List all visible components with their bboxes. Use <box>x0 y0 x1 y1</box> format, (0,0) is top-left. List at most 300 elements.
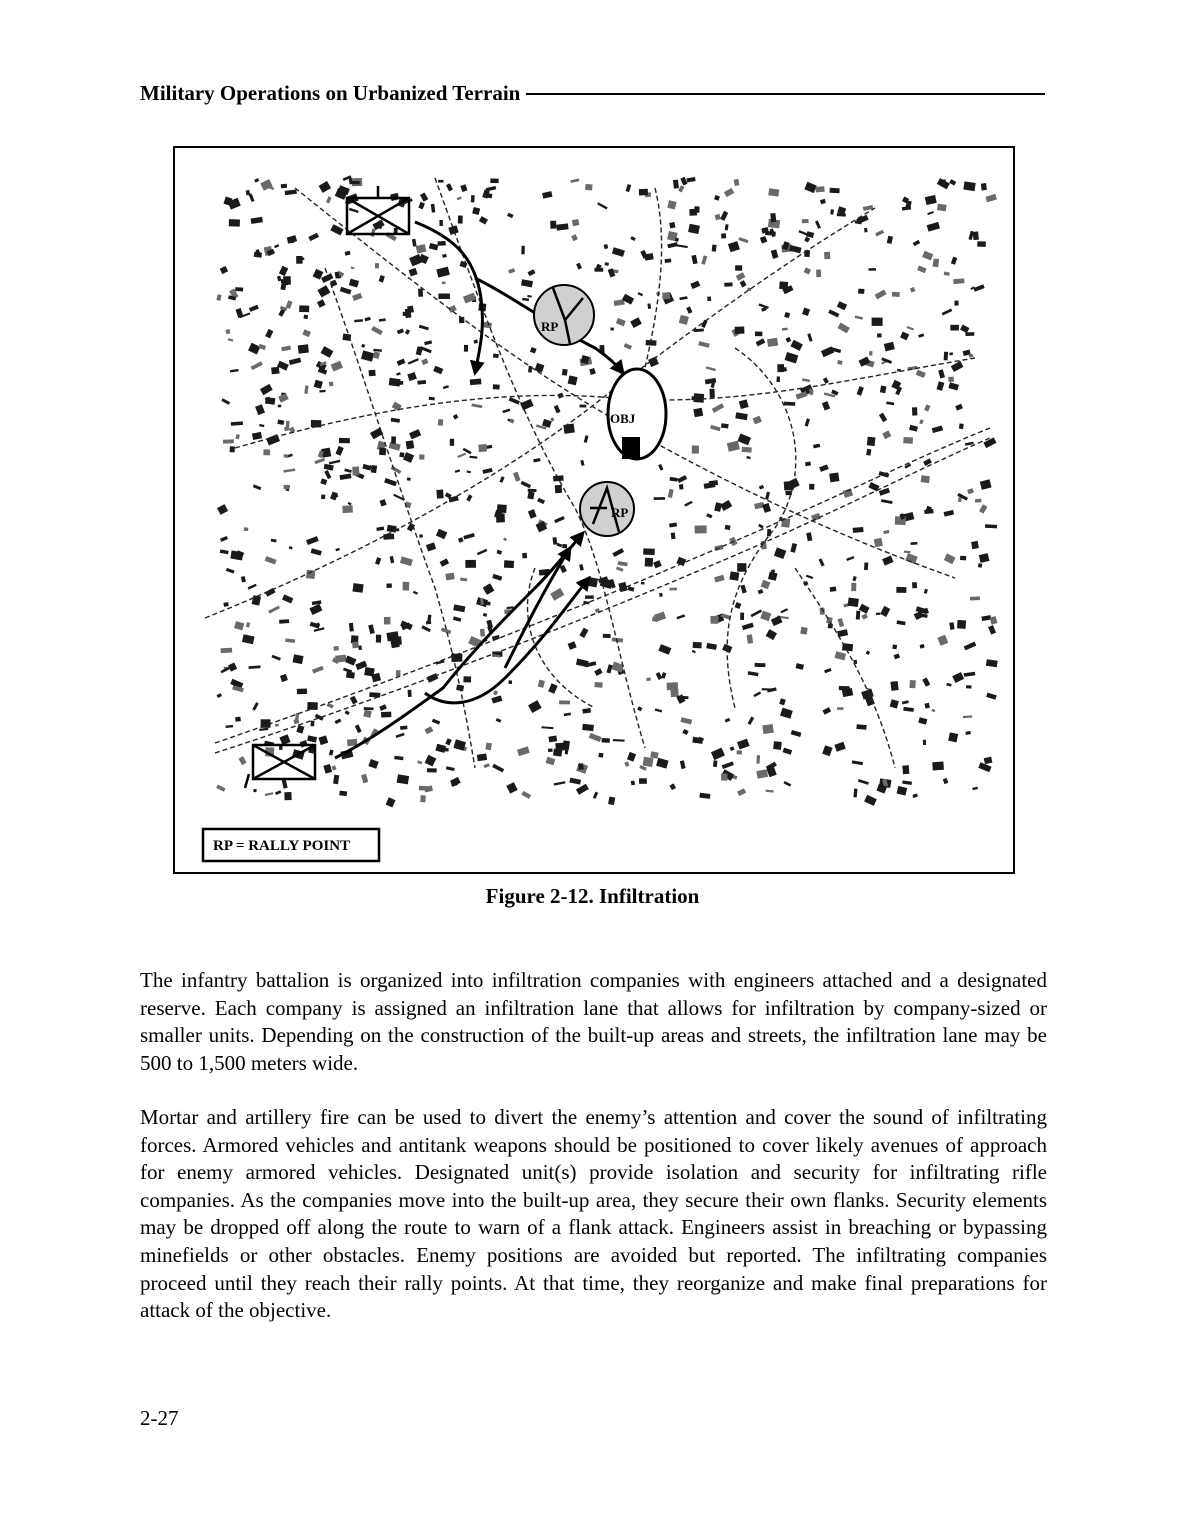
building-block <box>924 589 928 594</box>
building-block <box>326 196 332 203</box>
building-block <box>783 748 793 755</box>
building-block <box>630 317 642 328</box>
building-block <box>658 464 663 471</box>
building-block <box>361 350 374 361</box>
building-block <box>467 470 471 473</box>
building-block <box>335 719 342 725</box>
building-block <box>286 300 293 309</box>
building-block <box>446 183 453 191</box>
building-block <box>275 724 279 727</box>
building-block <box>533 458 540 462</box>
building-block <box>278 405 281 408</box>
body-paragraph-2: Mortar and artillery fire can be used to divert the enemy’s attention and cover the sound of infiltrating forces. Armored vehicles and antitank weapons should be positioned to cover likely avenues of approach for enemy armored vehicles. Designated unit(s) provide isolation and security for infiltrating rifle companies. As the companies move into the built-up area, they secure their own flanks. Security elements may be dropped off along the route to warn of a flank attack. Engineers assist in breaching or bypassing minefields or other obstacles. Enemy positions are avoided but reported. The infiltrating companies proceed until they reach their rally points. At that time, they reorganize and make final preparations for attack of the objective. <box>140 1105 1047 1323</box>
building-block <box>298 344 309 353</box>
building-block <box>453 604 465 612</box>
building-block <box>739 399 749 409</box>
building-block <box>521 279 533 287</box>
building-block <box>371 229 376 237</box>
building-block <box>450 439 454 446</box>
building-block <box>556 543 562 548</box>
building-block <box>710 389 715 398</box>
building-block <box>654 497 665 500</box>
building-block <box>228 338 234 341</box>
building-block <box>457 453 466 458</box>
building-block <box>804 182 816 193</box>
building-block <box>507 213 513 218</box>
building-block <box>647 303 651 309</box>
building-block <box>774 547 786 559</box>
building-block <box>582 724 594 731</box>
building-block <box>959 423 964 429</box>
building-block <box>562 369 568 376</box>
building-block <box>830 188 840 193</box>
building-block <box>251 361 263 370</box>
building-block <box>882 555 893 565</box>
objective-area <box>608 369 666 459</box>
building-block <box>613 739 625 742</box>
building-block <box>379 704 387 711</box>
building-block <box>711 748 725 760</box>
building-block <box>391 436 396 443</box>
building-block <box>737 739 750 750</box>
building-block <box>864 228 868 233</box>
building-block <box>429 397 435 401</box>
building-block <box>522 298 529 301</box>
building-block <box>309 604 322 615</box>
building-block <box>432 719 440 725</box>
building-block <box>944 510 954 517</box>
building-block <box>340 474 352 480</box>
building-block <box>397 359 406 366</box>
building-block <box>913 240 921 246</box>
building-block <box>279 619 289 623</box>
building-block <box>342 505 353 513</box>
building-block <box>226 568 235 574</box>
building-block <box>373 351 380 359</box>
building-block <box>554 781 566 785</box>
building-block <box>846 556 854 561</box>
building-block <box>877 333 881 337</box>
building-block <box>274 244 279 248</box>
building-block <box>249 193 255 202</box>
building-block <box>440 748 449 752</box>
building-block <box>737 788 746 796</box>
building-block <box>643 757 654 767</box>
building-block <box>881 499 893 504</box>
building-block <box>712 245 717 252</box>
building-block <box>677 696 688 699</box>
building-block <box>271 367 279 374</box>
building-block <box>492 764 504 773</box>
building-block <box>807 333 812 342</box>
building-block <box>735 602 742 609</box>
building-block <box>725 224 729 230</box>
building-block <box>418 202 425 210</box>
building-block <box>667 242 678 248</box>
building-block <box>737 750 742 754</box>
building-block <box>761 580 771 589</box>
building-block <box>420 795 426 802</box>
building-block <box>848 598 859 608</box>
building-block <box>610 328 613 331</box>
building-block <box>802 378 810 382</box>
building-block <box>400 556 413 566</box>
building-block <box>265 792 274 796</box>
building-block <box>579 564 584 571</box>
building-block <box>433 366 443 375</box>
building-block <box>253 484 262 490</box>
building-block <box>755 663 766 667</box>
building-block <box>528 269 536 276</box>
building-block <box>333 646 339 651</box>
building-block <box>484 763 490 768</box>
building-block <box>949 352 953 355</box>
building-block <box>970 596 980 600</box>
building-block <box>735 326 745 334</box>
building-block <box>714 502 722 512</box>
building-block <box>537 498 545 504</box>
building-block <box>948 732 958 742</box>
building-block <box>383 534 394 540</box>
legend-box <box>203 829 379 861</box>
building-block <box>738 237 748 243</box>
building-block <box>571 234 578 241</box>
building-block <box>327 703 334 709</box>
building-block <box>458 216 463 224</box>
building-block <box>556 223 568 230</box>
building-block <box>641 582 645 585</box>
building-block <box>265 556 277 564</box>
building-block <box>369 370 376 377</box>
building-block <box>834 742 845 752</box>
building-block <box>312 600 322 605</box>
building-block <box>924 703 930 709</box>
building-block <box>580 460 584 466</box>
building-block <box>521 791 531 799</box>
building-block <box>349 623 354 632</box>
building-block <box>217 504 228 515</box>
building-block <box>912 582 917 588</box>
building-block <box>981 183 987 190</box>
building-block <box>668 489 674 498</box>
building-block <box>349 279 359 288</box>
building-block <box>542 191 552 198</box>
building-block <box>706 643 717 650</box>
building-block <box>303 315 308 319</box>
building-block <box>753 691 761 697</box>
rp-north-label: RP <box>541 319 559 334</box>
building-block <box>302 329 311 337</box>
building-block <box>408 690 412 697</box>
building-block <box>819 558 825 566</box>
building-block <box>830 587 837 592</box>
building-block <box>344 469 352 473</box>
building-block <box>438 180 444 183</box>
building-block <box>957 620 966 629</box>
building-block <box>777 376 781 382</box>
building-block <box>389 378 401 387</box>
building-block <box>376 527 384 532</box>
building-block <box>952 672 964 683</box>
building-block <box>977 241 986 247</box>
building-block <box>669 222 675 228</box>
building-block <box>426 542 436 551</box>
building-block <box>897 786 908 796</box>
building-block <box>528 700 542 713</box>
building-block <box>554 405 561 413</box>
building-block <box>892 644 897 649</box>
building-block <box>626 184 632 192</box>
building-block <box>419 454 424 459</box>
building-block <box>886 401 894 405</box>
building-block <box>872 318 883 326</box>
building-block <box>569 778 581 785</box>
building-block <box>568 375 578 385</box>
building-block <box>734 179 740 186</box>
building-block <box>902 700 909 704</box>
building-block <box>445 573 454 581</box>
building-block <box>728 241 740 252</box>
building-block <box>406 440 415 449</box>
building-block <box>368 759 378 769</box>
building-block <box>460 184 467 192</box>
building-block <box>906 326 914 330</box>
building-block <box>680 760 686 769</box>
building-block <box>296 256 302 264</box>
building-block <box>938 369 945 378</box>
building-block <box>760 236 767 244</box>
building-block <box>650 751 658 758</box>
building-block <box>909 425 918 432</box>
building-block <box>746 456 750 459</box>
building-block <box>789 245 802 253</box>
building-block <box>554 516 565 523</box>
building-block <box>530 347 537 353</box>
building-block <box>332 765 337 770</box>
building-block <box>747 634 754 643</box>
building-block <box>918 333 924 337</box>
building-block <box>853 527 864 533</box>
building-block <box>280 674 288 682</box>
building-block <box>979 553 990 563</box>
building-block <box>597 202 608 209</box>
building-block <box>742 447 752 453</box>
building-block <box>384 617 391 625</box>
building-block <box>779 281 788 289</box>
building-block <box>242 634 255 644</box>
building-block <box>397 328 404 334</box>
building-block <box>853 789 857 798</box>
building-block <box>709 480 718 486</box>
building-block <box>593 792 598 799</box>
building-block <box>601 738 609 743</box>
building-block <box>311 548 322 555</box>
building-block <box>784 312 790 318</box>
building-block <box>830 209 834 214</box>
building-block <box>280 282 286 290</box>
building-block <box>399 452 404 457</box>
building-block <box>603 634 611 638</box>
building-block <box>973 231 979 240</box>
building-block <box>253 789 256 792</box>
building-block <box>281 184 287 189</box>
building-block <box>235 434 240 439</box>
building-block <box>984 757 993 765</box>
building-block <box>442 281 446 284</box>
building-block <box>438 294 450 300</box>
building-block <box>639 778 647 784</box>
building-block <box>894 653 900 659</box>
building-block <box>478 444 487 452</box>
building-block <box>427 615 431 622</box>
building-block <box>265 329 273 338</box>
infiltration-map <box>175 148 1013 872</box>
building-block <box>598 753 603 758</box>
building-block <box>503 538 507 542</box>
building-block <box>742 623 754 630</box>
building-block <box>903 707 914 712</box>
building-block <box>954 301 958 306</box>
building-block <box>937 204 947 212</box>
building-block <box>527 295 532 298</box>
building-block <box>312 666 324 674</box>
building-block <box>966 685 972 688</box>
building-block <box>951 257 957 265</box>
building-block <box>948 382 959 390</box>
building-block <box>446 766 455 771</box>
building-block <box>714 195 720 201</box>
building-block <box>605 262 609 266</box>
building-block <box>436 529 447 540</box>
building-block <box>555 485 562 493</box>
building-block <box>506 782 517 793</box>
building-block <box>453 414 459 420</box>
building-block <box>786 337 792 343</box>
building-block <box>645 558 653 567</box>
building-block <box>975 499 982 503</box>
building-block <box>275 790 281 795</box>
building-block <box>874 538 883 547</box>
building-block <box>457 196 462 200</box>
building-block <box>284 426 290 431</box>
building-block <box>638 292 644 296</box>
building-block <box>780 708 793 719</box>
building-block <box>725 525 731 530</box>
building-block <box>699 793 710 799</box>
building-block <box>796 663 804 670</box>
building-block <box>320 478 327 485</box>
building-block <box>369 692 380 697</box>
building-block <box>570 179 579 183</box>
building-block <box>880 386 887 394</box>
rally-point-north <box>534 285 594 345</box>
building-block <box>951 361 964 372</box>
building-block <box>698 341 709 348</box>
building-block <box>496 718 502 723</box>
building-block <box>550 417 554 421</box>
building-block <box>806 575 813 579</box>
building-block <box>669 477 677 482</box>
building-block <box>502 409 510 414</box>
building-block <box>466 494 472 501</box>
building-block <box>855 315 863 319</box>
building-block <box>679 315 689 325</box>
building-block <box>884 342 895 352</box>
building-block <box>384 478 397 486</box>
building-block <box>887 236 893 244</box>
building-block <box>521 481 532 488</box>
building-block <box>802 308 810 317</box>
building-block <box>283 485 289 490</box>
building-block <box>715 214 721 220</box>
building-block <box>486 186 496 191</box>
building-block <box>809 484 814 490</box>
building-block <box>837 301 847 310</box>
building-block <box>784 402 795 406</box>
building-block <box>576 263 582 270</box>
building-block <box>513 472 520 482</box>
building-block <box>944 272 950 276</box>
building-block <box>361 774 368 784</box>
building-block <box>234 621 244 630</box>
building-block <box>890 681 898 691</box>
building-block <box>230 446 235 452</box>
body-paragraph-1: The infantry battalion is organized into infiltration companies with engineers attached and a designated reserve. Each company is assigned an infiltration lane that allows for infiltration by company-sized or smaller units. Depending on the construction of the built-up areas and streets, the infiltration lane may be 500 to 1,500 meters wide. <box>140 968 1047 1075</box>
building-block <box>680 177 687 186</box>
building-block <box>813 444 820 449</box>
building-block <box>335 446 343 456</box>
building-block <box>805 418 810 426</box>
building-block <box>589 733 602 742</box>
building-block <box>550 221 556 229</box>
building-block <box>730 746 735 751</box>
building-block <box>858 289 864 294</box>
building-block <box>263 449 270 455</box>
building-block <box>483 613 487 617</box>
building-block <box>378 220 382 229</box>
building-block <box>379 448 386 456</box>
building-block <box>964 642 977 651</box>
building-block <box>497 550 502 555</box>
building-block <box>978 563 982 568</box>
figure-caption: Figure 2-12. Infiltration <box>485 884 700 908</box>
building-block <box>714 575 725 583</box>
building-block <box>767 687 777 692</box>
building-block <box>737 434 751 446</box>
building-block <box>283 468 295 472</box>
building-block <box>911 542 918 545</box>
building-block <box>386 631 399 641</box>
building-block <box>307 702 318 710</box>
building-block <box>760 611 771 622</box>
building-block <box>220 536 228 542</box>
building-block <box>690 281 700 289</box>
building-block <box>282 779 288 788</box>
building-block <box>419 325 429 330</box>
building-block <box>289 546 293 549</box>
building-block <box>985 524 997 528</box>
building-block <box>482 468 492 474</box>
building-block <box>492 574 502 581</box>
building-block <box>864 562 868 570</box>
building-block <box>350 181 360 184</box>
building-block <box>766 790 774 793</box>
building-block <box>671 533 676 540</box>
building-block <box>912 407 917 415</box>
building-block <box>379 318 386 322</box>
building-block <box>352 293 362 301</box>
building-block <box>491 695 502 703</box>
